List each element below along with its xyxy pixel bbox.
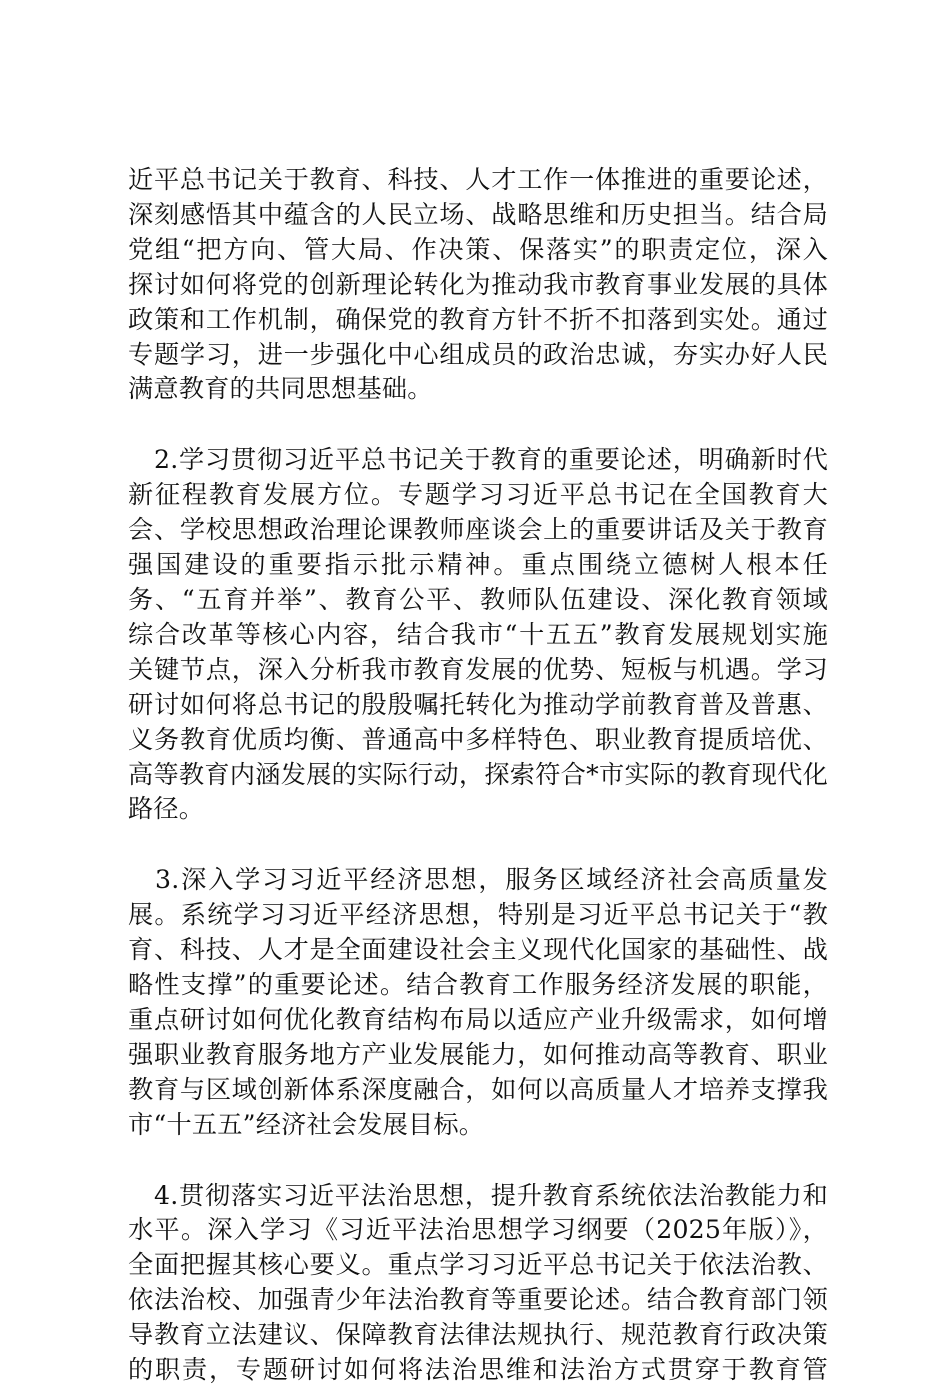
text-line: 路径。 [128,794,205,824]
text-line: 教育与区域创新体系深度融合，如何以高质量人才培养支撑我 [128,1074,828,1104]
text-line: 研讨如何将总书记的殷殷嘱托转化为推动学前教育普及普惠、 [128,689,828,719]
text-line: 政策和工作机制，确保党的教育方针不折不扣落到实处。通过 [128,304,828,334]
paragraph-spacer [128,407,828,443]
text-line: 新征程教育发展方位。专题学习习近平总书记在全国教育大 [128,480,828,510]
text-line: 强职业教育服务地方产业发展能力，如何推动高等教育、职业 [128,1039,828,1069]
paragraph-spacer [128,827,828,863]
text-line: 展。系统学习习近平经济思想，特别是习近平总书记关于“教 [128,900,828,930]
text-line: 强国建设的重要指示批示精神。重点围绕立德树人根本任 [128,550,828,580]
text-line: 党组“把方向、管大局、作决策、保落实”的职责定位，深入 [128,234,828,264]
paragraph-1 [128,163,828,407]
text-line: 的职责，专题研讨如何将法治思维和法治方式贯穿于教育管 [128,1355,828,1385]
text-line: 全面把握其核心要义。重点学习习近平总书记关于依法治教、 [128,1250,828,1280]
text-line: 满意教育的共同思想基础。 [128,374,433,404]
text-line: 2.学习贯彻习近平总书记关于教育的重要论述，明确新时代 [128,445,828,475]
paragraph-4 [128,1179,828,1388]
text-line: 专题学习，进一步强化中心组成员的政治忠诚，夯实办好人民 [128,339,828,369]
text-line: 务、“五育并举”、教育公平、教师队伍建设、深化教育领域 [128,584,828,614]
paragraph-2 [128,443,828,827]
text-line: 水平。深入学习《习近平法治思想学习纲要（2025年版）》， [128,1215,828,1245]
text-line: 育、科技、人才是全面建设社会主义现代化国家的基础性、战 [128,935,828,965]
paragraph-spacer [128,1143,828,1179]
text-line: 会、学校思想政治理论课教师座谈会上的重要讲话及关于教育 [128,515,828,545]
text-line: 3.深入学习习近平经济思想，服务区域经济社会高质量发 [128,865,828,895]
text-line: 导教育立法建议、保障教育法律法规执行、规范教育行政决策 [128,1320,828,1350]
text-line: 市“十五五”经济社会发展目标。 [128,1109,485,1139]
text-line: 略性支撑”的重要论述。结合教育工作服务经济发展的职能， [128,970,828,1000]
text-line: 近平总书记关于教育、科技、人才工作一体推进的重要论述， [128,165,828,194]
text-line: 综合改革等核心内容，结合我市“十五五”教育发展规划实施 [128,619,828,649]
text-line: 义务教育优质均衡、普通高中多样特色、职业教育提质培优、 [128,724,828,754]
document-body [128,163,828,1388]
text-line: 关键节点，深入分析我市教育发展的优势、短板与机遇。学习 [128,654,828,684]
text-line: 探讨如何将党的创新理论转化为推动我市教育事业发展的具体 [128,269,828,299]
paragraph-3 [128,863,828,1142]
text-line: 高等教育内涵发展的实际行动，探索符合*市实际的教育现代化 [128,759,828,789]
text-line: 依法治校、加强青少年法治教育等重要论述。结合教育部门领 [128,1285,828,1315]
text-line: 重点研讨如何优化教育结构布局以适应产业升级需求，如何增 [128,1004,828,1034]
text-line: 4.贯彻落实习近平法治思想，提升教育系统依法治教能力和 [128,1180,828,1210]
text-line: 深刻感悟其中蕴含的人民立场、战略思维和历史担当。结合局 [128,199,828,229]
